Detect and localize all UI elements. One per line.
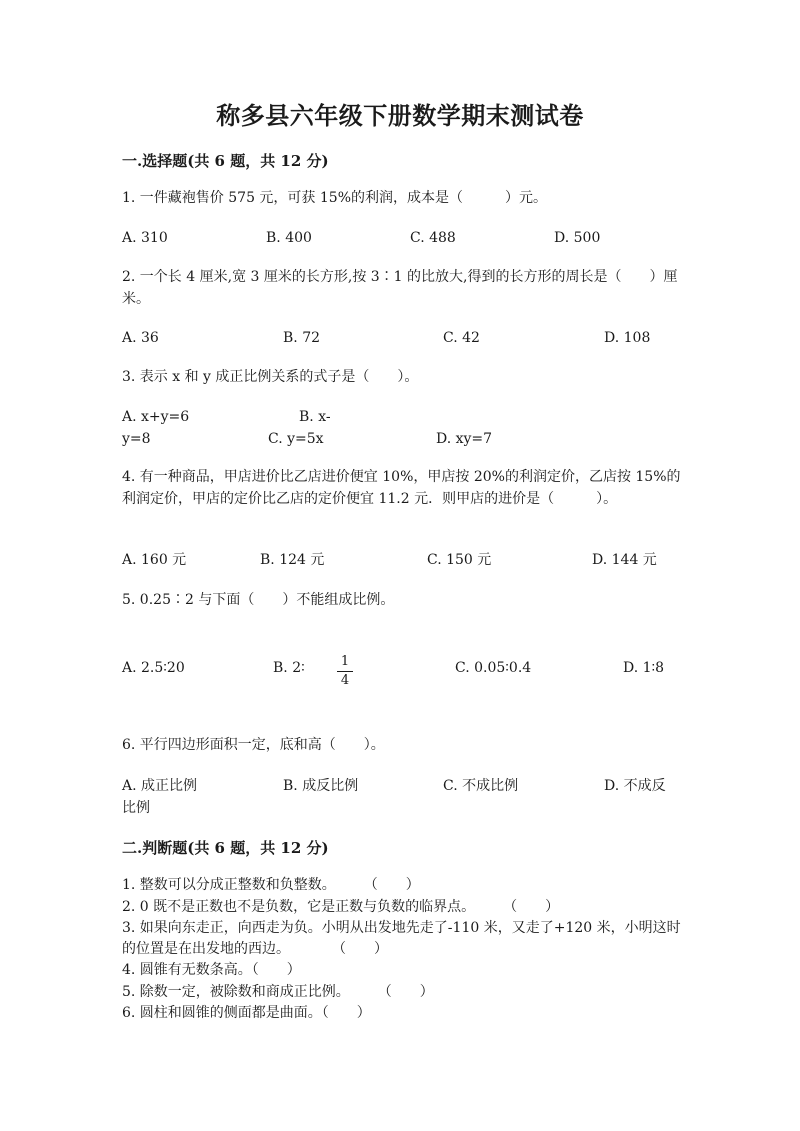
q4-option-c: C. 150 元: [427, 552, 492, 568]
q5-option-d: D. 1∶8: [623, 660, 665, 676]
fraction-numerator: 1: [340, 654, 350, 669]
judgement-item-5: 5. 除数一定，被除数和商成正比例。 （ ）: [122, 984, 434, 1000]
question-1: 1. 一件藏袍售价 575 元，可获 15%的利润，成本是（ ）元。: [122, 190, 547, 206]
q1-option-a: A. 310: [122, 230, 168, 246]
judgement-item-1: 1. 整数可以分成正整数和负整数。 （ ）: [122, 877, 420, 893]
question-6: 6. 平行四边形面积一定，底和高（ ）。: [122, 737, 385, 753]
q6-option-c: C. 不成比例: [443, 778, 519, 794]
q6-option-d-continued: 比例: [122, 800, 150, 816]
q3-option-a: A. x+y=6: [122, 409, 190, 425]
q1-option-b: B. 400: [266, 230, 312, 246]
question-3: 3. 表示 x 和 y 成正比例关系的式子是（ ）。: [122, 369, 419, 385]
section-heading-choice: 一.选择题(共 6 题，共 12 分): [122, 152, 329, 170]
judgement-item-2: 2. 0 既不是正数也不是负数，它是正数与负数的临界点。 （ ）: [122, 899, 560, 915]
judgement-item-4: 4. 圆锥有无数条高。（ ）: [122, 962, 301, 978]
q2-option-d: D. 108: [604, 330, 651, 346]
judgement-item-3: 3. 如果向东走正，向西走为负。小明从出发地先走了-110 米，又走了+120 米，小明这时的位置是在出发地的西边。 （ ）: [122, 920, 681, 957]
q4-option-b: B. 124 元: [260, 552, 325, 568]
section-heading-judgement: 二.判断题(共 6 题，共 12 分): [122, 839, 329, 857]
question-4: 4. 有一种商品，甲店进价比乙店进价便宜 10%，甲店按 20%的利润定价，乙店按 15%的利润定价，甲店的定价比乙店的定价便宜 11.2 元．则甲店的进价是（ ）。: [122, 469, 681, 507]
q2-option-c: C. 42: [443, 330, 480, 346]
q1-option-c: C. 488: [410, 230, 456, 246]
fraction-bar: [337, 671, 353, 672]
q5-option-a: A. 2.5∶20: [122, 660, 185, 676]
q6-option-a: A. 成正比例: [122, 778, 198, 794]
q6-option-d: D. 不成反: [604, 778, 666, 794]
question-2: 2. 一个长 4 厘米,宽 3 厘米的长方形,按 3∶1 的比放大,得到的长方形的周长是（ ）厘米。: [122, 269, 678, 307]
q3-option-d: D. xy=7: [436, 431, 493, 447]
q5-option-b: B. 2∶: [273, 660, 305, 676]
q4-option-a: A. 160 元: [122, 552, 187, 568]
page-title: 称多县六年级下册数学期末测试卷: [216, 101, 584, 130]
fraction-denominator: 4: [340, 673, 350, 688]
q5-option-c: C. 0.05∶0.4: [455, 660, 532, 676]
q4-option-d: D. 144 元: [592, 552, 657, 568]
q3-option-b: B. x-: [299, 409, 331, 425]
q2-option-b: B. 72: [283, 330, 321, 346]
q3-option-b-continued: y=8: [122, 431, 151, 447]
q3-option-c: C. y=5x: [268, 431, 324, 447]
question-5: 5. 0.25∶2 与下面（ ）不能组成比例。: [122, 592, 395, 608]
q1-option-d: D. 500: [554, 230, 601, 246]
q5-option-b-fraction: [337, 655, 353, 688]
judgement-item-6: 6. 圆柱和圆锥的侧面都是曲面。（ ）: [122, 1005, 371, 1021]
q2-option-a: A. 36: [122, 330, 159, 346]
q6-option-b: B. 成反比例: [283, 778, 359, 794]
